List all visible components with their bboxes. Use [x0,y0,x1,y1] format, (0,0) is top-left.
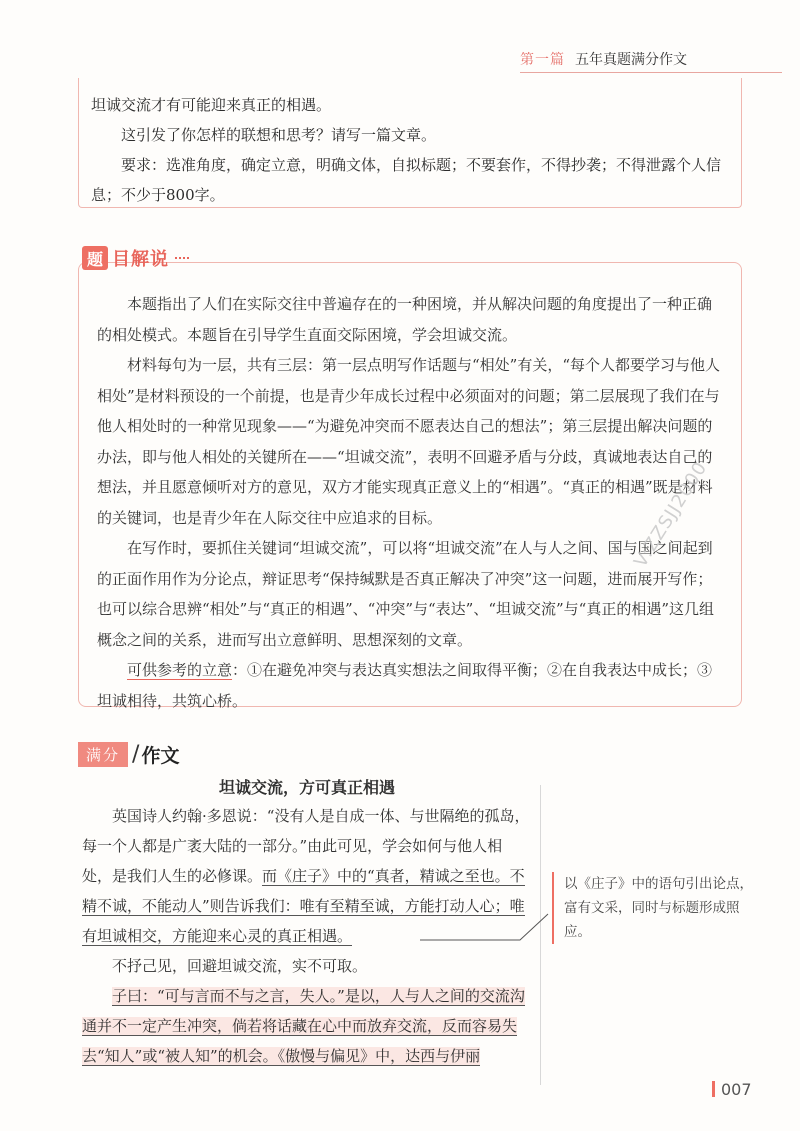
slash-divider: / [132,741,140,767]
page-number-bar [712,1081,715,1097]
analysis-tag-text: 目解说 [112,249,169,270]
prompt-line-1: 坦诚交流才有可能迎来真正的相遇。 [91,96,332,114]
page-number [712,1078,752,1100]
book-title: 五年真题满分作文 [575,52,687,68]
reference-themes-label: 可供参考的立意 [127,661,233,679]
essay-paragraph-3 [82,981,532,1071]
essay-p3-text: 子曰：“可与言而不与之言，失人。”是以，人与人之间的交流沟通并不一定产生冲突，倘若将话藏在心中而放弃交流，反而容易失去“知人”或“被人知”的机会。《傲慢与偏见》中，达西与伊丽 [82,987,525,1065]
header-divider [520,72,782,73]
page-number-text: 007 [721,1079,752,1099]
analysis-box [78,262,742,710]
essay-p1-thesis: 而《庄子》中的“真者，精诚之至也。不精不诚，不能动人”则告诉我们：唯有至精至诚，方能打动人心；唯有坦诚相交，方能迎来心灵的真正相遇。 [82,867,525,945]
analysis-paragraph-2: 材料每句为一层，共有三层：第一层点明写作话题与“相处”有关，“每个人都要学习与他人相处”是材料预设的一个前提，也是青少年成长过程中必须面对的问题；第二层展现了我们在与他人相处时的一种常见现象——“为避免冲突而不愿表达自己的想法”；第三层提出解决问题的办法，即与他人相处的关键所在——“坦诚交流”，表明不回避矛盾与分歧，真诚地表达自己的想法，并且愿意倾听对方的意见，双方才能实现真正意义上的“相遇”。“真正的相遇”既是材料的关键词，也是青少年在人际交往中应追求的目标。 [97,356,721,527]
running-header [520,46,780,72]
analysis-tag [82,245,189,271]
full-score-badge: 满分 [78,742,128,767]
analysis-tag-box: 题 [82,246,108,270]
prompt-line-2: 这引发了你怎样的联想和思考？请写一篇文章。 [121,126,437,144]
analysis-paragraph-3: 在写作时，要抓住关键词“坦诚交流”，可以将“坦诚交流”在人与人之间、国与国之间起到的正面作用作为分论点，辩证思考“保持缄默是否真正解决了冲突”这一问题，进而展开写作；也可以综合思辨“相处”与“真正的相遇”、“冲突”与“表达”、“坦诚交流”与“真正的相遇”这几组概念之间的关系，进而写出立意鲜明、思想深刻的文章。 [97,539,715,649]
reference-themes: ：①在避免冲突与表达真实想法之间取得平衡；②在自我表达中成长；③坦诚相待，共筑心桥。 [97,661,713,710]
essay-paragraph-2: 不抒己见，回避坦诚交流，实不可取。 [112,957,368,975]
decorative-dots [175,257,189,259]
analysis-paragraph-4 [97,655,721,716]
annotation-connector [420,912,550,942]
watermark: V:ZZSJJ2000 [630,457,712,572]
essay-p1-intro: 英国诗人约翰·多恩说：“没有人是自成一体、与世隔绝的孤岛，每一个人都是广袤大陆的一部分。”由此可见，学会如何与他人相处，是我们人生的必修课。 [82,807,530,885]
essay-title: 坦诚交流，方可真正相遇 [218,778,395,797]
prompt-requirements: 要求：选准角度，确定立意，明确文体，自拟标题；不要套作，不得抄袭；不得泄露个人信息；不少于800字。 [91,156,722,204]
analysis-paragraph-1: 本题指出了人们在实际交往中普遍存在的一种困境，并从解决问题的角度提出了一种正确的相处模式。本题旨在引导学生直面交际困境，学会坦诚交流。 [97,295,713,344]
section-label: 第一篇 [520,52,565,68]
side-note: 以《庄子》中的语句引出论点，富有文采，同时与标题形成照应。 [552,872,764,944]
essay-label [78,740,179,768]
essay-label-word: 作文 [141,744,180,767]
prompt-box [78,78,742,208]
